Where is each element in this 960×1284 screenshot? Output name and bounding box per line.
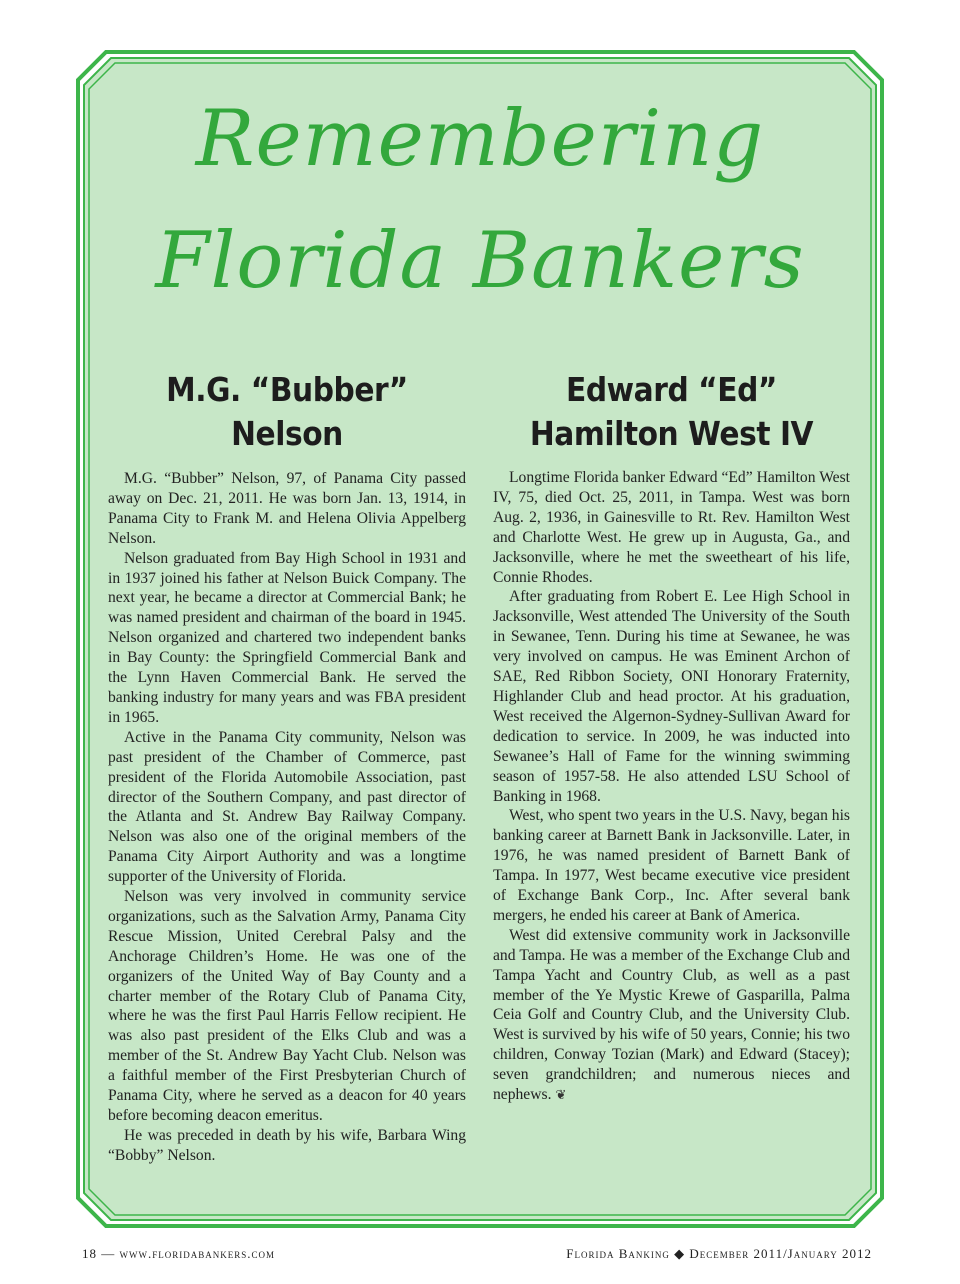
right-article-body (493, 468, 850, 1106)
right-article-paragraph: After graduating from Robert E. Lee High School in Jacksonville, West attended The University of the South in Sewanee, Tenn. During his time at Sewanee, he was very involved on campus. He was Eminent Archon of SAE, Red Ribbon Society, ONI Honorary Fraternity, Highlander Club and head proctor. At his graduation, West received the Algernon-Sydney-Sullivan Award for dedication to service. In 2009, he was inducted into Sewanee’s Hall of Fame for the winning swimming season of 1957-58. He also attended LSU School of Banking in 1968. (493, 588, 850, 805)
left-article-paragraph: He was preceded in death by his wife, Barbara Wing “Bobby” Nelson. (108, 1126, 466, 1164)
right-article-paragraph: Longtime Florida banker Edward “Ed” Hamilton West IV, 75, died Oct. 25, 2011, in Tampa. West was born Aug. 2, 1936, in Gainesville to Rt. Rev. Hamilton West and Charlotte West. He grew up in Augusta, Ga., and Jacksonville, where he met the sweetheart of his life, Connie Rhodes. (493, 469, 850, 586)
left-article-paragraph: Nelson was very involved in community service organizations, such as the Salvation Army, Panama City Rescue Mission, United Cerebral Palsy and the Anchorage Children’s Home. He was one of the organizers of the United Way of Bay County and a charter member of the Rotary Club of Panama City, where he was the first Paul Harris Fellow recipient. He was also past president of the Elks Club and was a member of the St. Andrew Bay Yacht Club. Nelson was a faithful member of the First Presbyterian Church of Panama City, where he served as a deacon for 40 years before becoming deacon emeritus. (108, 888, 466, 1124)
footer-page-and-website: 18 — www.floridabankers.com (82, 1246, 275, 1261)
left-article-body (108, 469, 466, 1166)
right-article-paragraph-text: West did extensive community work in Jacksonville and Tampa. He was a member of the Exchange Club and Tampa Yacht and Country Club, as well as a past member of the Ye Mystic Krewe of Gasparilla, Palma Ceia Golf and Country Club, and the University Club. West is survived by his wife of 50 years, Connie; his two children, Conway Tozian (Mark) and Edward (Stacey); seven grandchildren; and numerous nieces and nephews. (493, 926, 850, 1104)
footer-publication-date: Florida Banking ◆ December 2011/January 2012 (566, 1246, 872, 1261)
left-article-title: M.G. “Bubber” Nelson (166, 370, 408, 453)
left-article (108, 368, 466, 1166)
right-article (493, 368, 850, 1106)
left-article-paragraph: M.G. “Bubber” Nelson, 97, of Panama City passed away on Dec. 21, 2011. He was born Jan. 13, 1914, in Panama City to Frank M. and Helena Olivia Appelberg Nelson. (108, 470, 466, 547)
right-article-title: Edward “Ed” Hamilton West IV (529, 370, 814, 453)
right-article-paragraph (493, 926, 850, 1106)
right-article-paragraph: West, who spent two years in the U.S. Navy, began his banking career at Barnett Bank in Jacksonville. Later, in 1976, he was named president of Barnett Bank of Tampa. In 1977, West became executive vice president of Exchange Bank Corp., Inc. After several bank mergers, he ended his career at Bank of America. (493, 807, 850, 924)
page-heading-line-2: Florida Bankers (155, 216, 805, 306)
end-of-article-icon: ❦ (555, 1088, 567, 1104)
left-article-paragraph: Active in the Panama City community, Nelson was past president of the Chamber of Commerce, past president of the Florida Automobile Association, past director of the Southern Company, and past director of the Atlanta and St. Andrew Bay Railway Company. Nelson was also one of the original members of the Panama City Airport Authority and was a longtime supporter of the University of Florida. (108, 728, 466, 886)
left-article-paragraph: Nelson graduated from Bay High School in 1931 and in 1937 joined his father at Nelson Buick Company. The next year, he became a director at Commercial Bank; he was named president and chairman of the board in 1945. Nelson organized and chartered two independent banks in Bay County: the Springfield Commercial Bank and the Lynn Haven Commercial Bank. He served the banking industry for many years and was FBA president in 1965. (108, 549, 466, 726)
page-heading-line-1: Remembering (195, 94, 765, 184)
